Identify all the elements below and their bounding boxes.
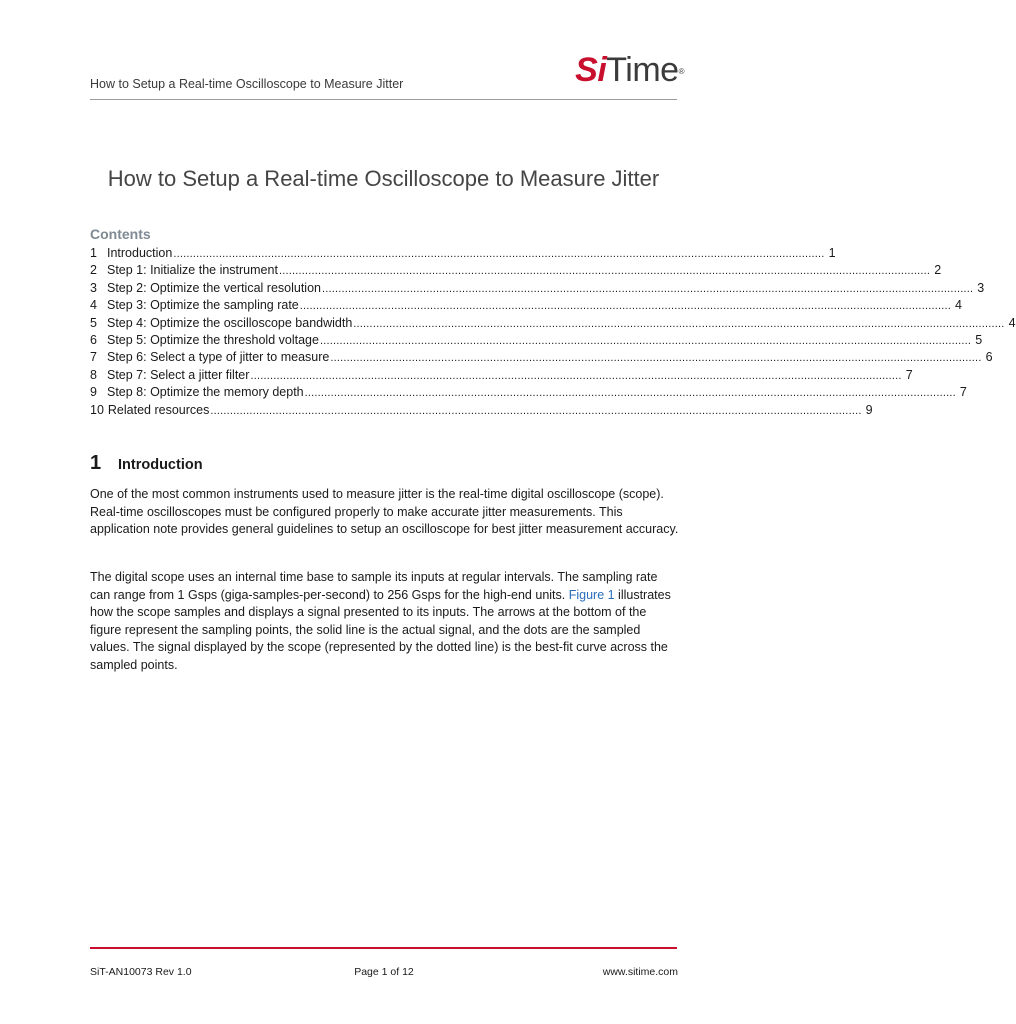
section-number: 1 <box>90 452 102 474</box>
toc-leader: ........................................................................................................................................................................................................ <box>250 369 902 382</box>
toc-entry-step-5[interactable] <box>90 332 983 350</box>
toc-leader: ........................................................................................................................................................................................................ <box>299 300 951 313</box>
toc-number: 3 <box>90 280 97 295</box>
toc-title: Step 2: Optimize the vertical resolution <box>107 280 321 295</box>
toc-title: Introduction <box>107 246 173 260</box>
toc-title: Step 8: Optimize the memory depth <box>107 385 304 400</box>
toc-number: 10 <box>90 402 104 417</box>
toc-leader: ........................................................................................................................................................................................................ <box>210 404 862 417</box>
registered-mark: ® <box>678 67 684 76</box>
toc-entry-step-1[interactable] <box>90 263 942 280</box>
toc-page: 4 <box>1008 315 1016 330</box>
table-of-contents <box>90 246 1016 420</box>
toc-leader: ........................................................................................................................................................................................................ <box>319 334 972 347</box>
toc-leader: ........................................................................................................................................................................................................ <box>353 317 1005 330</box>
website-link[interactable]: www.sitime.com <box>602 966 678 978</box>
toc-leader: ........................................................................................................................................................................................................ <box>322 282 974 295</box>
toc-leader: ........................................................................................................................................................................................................ <box>304 387 956 400</box>
toc-page: 7 <box>959 385 967 400</box>
toc-entry-related-resources[interactable] <box>90 402 873 420</box>
toc-number: 9 <box>90 385 97 400</box>
section-heading <box>90 452 203 475</box>
toc-leader: ........................................................................................................................................................................................................ <box>278 265 931 278</box>
document-title: How to Setup a Real-time Oscilloscope to Measure Jitter <box>107 166 660 191</box>
header-divider <box>90 99 677 100</box>
toc-entry-step-6[interactable] <box>90 350 993 367</box>
toc-page: 4 <box>955 298 962 313</box>
paragraph-text: illustrates how the scope samples and displays a signal presented to its inputs. The arrows at the bottom of the figure represent the sampling points, the solid line is the actual signal, and the dots are the sampled values. The signal displayed by the scope (represented by the dotted line) is the best-fit curve across the sampled points. <box>90 587 671 672</box>
toc-title: Step 1: Initialize the instrument <box>107 263 278 278</box>
toc-entry-step-4[interactable] <box>90 315 1016 333</box>
toc-title: Step 3: Optimize the sampling rate <box>107 298 299 313</box>
toc-page: 1 <box>828 246 836 260</box>
toc-leader: ........................................................................................................................................................................................................ <box>330 352 982 365</box>
intro-paragraph-2 <box>90 569 680 675</box>
toc-page: 5 <box>975 332 983 347</box>
toc-entry-introduction[interactable] <box>90 246 836 263</box>
toc-number: 6 <box>90 332 97 347</box>
toc-entry-step-7[interactable] <box>90 367 913 385</box>
toc-title: Step 7: Select a jitter filter <box>107 367 250 382</box>
figure-1-link[interactable]: Figure 1 <box>568 587 615 602</box>
contents-heading: Contents <box>90 226 151 242</box>
toc-leader: ........................................................................................................................................................................................................ <box>173 248 825 260</box>
toc-page: 6 <box>985 350 993 365</box>
intro-paragraph-1: One of the most common instruments used to measure jitter is the real-time digital oscilloscope (scope). Real-time oscilloscopes must be configured properly to make accurate jitter measurements. This application note provides general guidelines to setup an oscilloscope for best jitter measurement accuracy. <box>90 487 679 537</box>
toc-number: 7 <box>90 350 97 365</box>
toc-title: Step 5: Optimize the threshold voltage <box>107 332 319 347</box>
toc-entry-step-3[interactable] <box>90 298 962 315</box>
toc-number: 5 <box>90 315 97 330</box>
toc-number: 8 <box>90 367 97 382</box>
toc-entry-step-8[interactable] <box>90 385 967 402</box>
toc-title: Related resources <box>107 402 210 417</box>
toc-page: 9 <box>865 402 873 417</box>
logo-time-text: Time <box>606 51 679 89</box>
logo-si-text: Si <box>575 51 607 89</box>
toc-page: 3 <box>977 280 985 295</box>
toc-number: 1 <box>90 246 97 260</box>
toc-page: 7 <box>905 367 913 382</box>
toc-page: 2 <box>934 263 942 278</box>
toc-title: Step 4: Optimize the oscilloscope bandwidth <box>107 315 353 330</box>
footer-divider <box>90 947 677 949</box>
toc-title: Step 6: Select a type of jitter to measure <box>107 350 330 365</box>
running-header: How to Setup a Real-time Oscilloscope to Measure Jitter <box>90 77 404 91</box>
section-title: Introduction <box>118 457 203 473</box>
toc-number: 2 <box>90 263 97 278</box>
paragraph-text: The digital scope uses an internal time base to sample its inputs at regular intervals. The sampling rate can range from 1 Gsps (giga-samples-per-second) to 256 Gsps for the high-end units. <box>90 570 658 602</box>
toc-number: 4 <box>90 298 97 313</box>
document-id: SiT-AN10073 Rev 1.0 <box>90 966 192 978</box>
page-number: Page 1 of 12 <box>354 966 414 978</box>
toc-entry-step-2[interactable] <box>90 280 985 298</box>
sitime-logo <box>575 52 684 88</box>
